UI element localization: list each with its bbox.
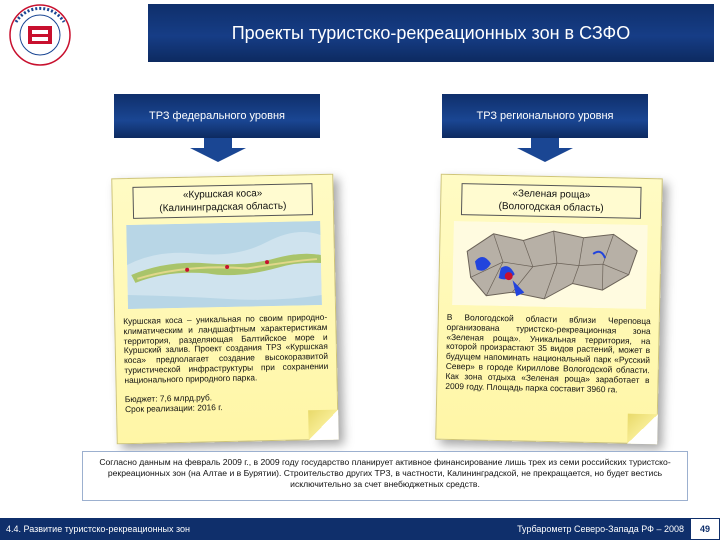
footer-section: 4.4. Развитие туристско-рекреационных зон xyxy=(6,524,190,534)
project-card-kurshskaya-kosa xyxy=(111,174,339,445)
page-title: Проекты туристско-рекреационных зон в СЗФО xyxy=(148,4,714,62)
project-title: «Куршская коса» (Калининградская область) xyxy=(132,183,313,219)
footer-source: Турбарометр Северо-Запада РФ – 2008 xyxy=(517,524,684,534)
regional-level-header: ТРЗ регионального уровня xyxy=(442,94,648,138)
vologda-region-map xyxy=(452,221,648,309)
footer xyxy=(0,518,720,540)
funding-note: Согласно данным на февраль 2009 г., в 2009 году государство планирует активное финансирование лишь трех из семи российских туристско-рекреационных зон (на Алтае и в Бурятии). Строительство других ТРЗ, в частности, Калининградской, не прекращается, но будет вестись исключительно за счет внебюджетных средств. xyxy=(82,451,688,501)
federal-level-header: ТРЗ федерального уровня xyxy=(114,94,320,138)
project-title: «Зеленая роща» (Вологодская область) xyxy=(461,183,642,219)
project-description: В Вологодской области вблизи Череповца организована туристско-рекреационная зона «Зеленая роща». Уникальная территория, на которой произрастают 35 видов растений, может в будущем напоминать национальный парк «Русский Север» в городе Кириллове Вологодской области. Как зона отдыха «Зеленая роща» заработает в 2009 году. Площадь парка составит 3960 га. xyxy=(445,311,651,395)
project-card-zelenaya-roshcha xyxy=(435,174,663,445)
page-fold xyxy=(308,410,339,441)
emblem-logo-icon xyxy=(4,2,76,68)
down-arrow-icon xyxy=(517,138,573,162)
logo xyxy=(4,2,76,68)
page-number: 49 xyxy=(690,518,720,540)
curonian-spit-map xyxy=(126,221,322,309)
project-budget: Бюджет: 7,6 млрд.руб. Срок реализации: 2016 г. xyxy=(124,391,223,414)
project-description: Куршская коса – уникальная по своим природно-климатическим и ландшафтным характеристикам территория, разделяющая Балтийское море и Куршский залив. Проект создания ТРЗ «Куршская коса» предполагает создание высокоразвитой туристической инфраструктуры при сохранении национального природного парка. xyxy=(123,311,329,385)
down-arrow-icon xyxy=(190,138,246,162)
page-fold xyxy=(627,414,658,445)
